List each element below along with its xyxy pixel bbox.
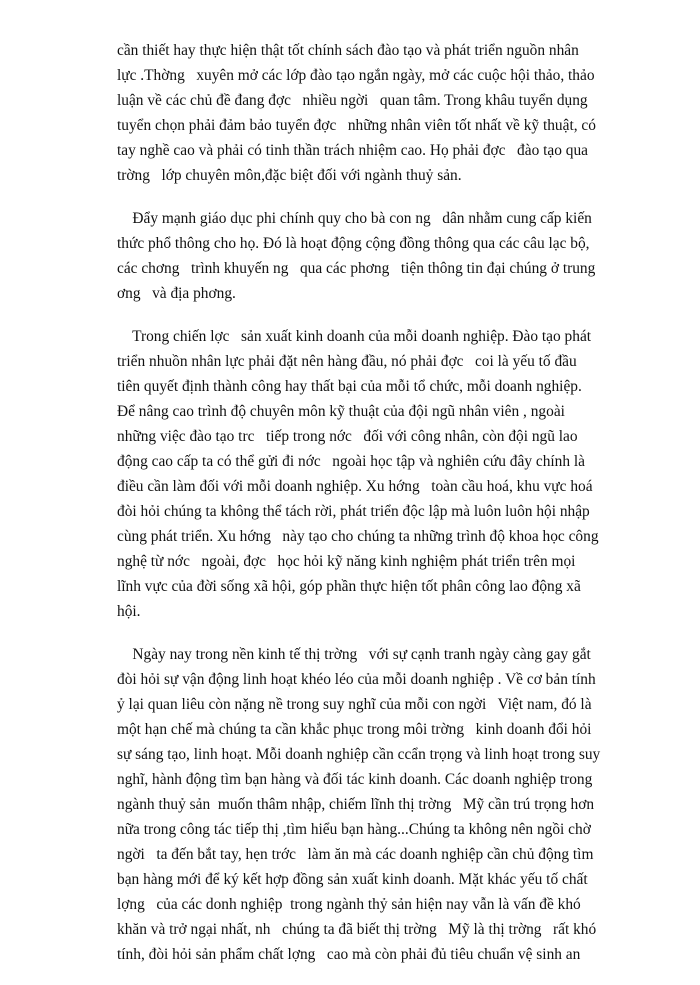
text-line: luận về các chủ đề đang đợc nhiều ngời quan tâm. Trong khâu tuyển dụng <box>117 92 588 109</box>
text-line: Trong chiến lợc sản xuất kinh doanh của mỗi doanh nghiệp. Đào tạo phát <box>117 328 592 345</box>
text-line: tay nghề cao và phải có tinh thần trách nhiệm cao. Họ phải đợc đào tạo qua <box>117 142 588 159</box>
text-line: ỷ lại quan liêu còn nặng nề trong suy nghĩ của mỗi con ngời Việt nam, đó là <box>117 696 592 713</box>
text-line: cần thiết hay thực hiện thật tốt chính sách đào tạo và phát triển nguồn nhân <box>117 42 579 59</box>
text-line: tiên quyết định thành công hay thất bại của mỗi tổ chức, mỗi doanh nghiệp. <box>117 378 582 395</box>
text-line: lĩnh vực của đời sống xã hội, góp phần thực hiện tốt phân công lao động xã <box>117 578 581 595</box>
text-line: nữa trong công tác tiếp thị ,tìm hiểu bạn hàng...Chúng ta không nên ngồi chờ <box>117 821 591 838</box>
text-line: sự sáng tạo, linh hoạt. Mỗi doanh nghiệp cần ccẩn trọng và linh hoạt trong suy <box>117 746 601 763</box>
text-line: một hạn chế mà chúng ta cần khắc phục trong môi trờng kinh doanh đổi hỏi <box>117 721 592 738</box>
paragraph <box>117 324 637 624</box>
document-page <box>117 38 637 985</box>
text-line: Để nâng cao trình độ chuyên môn kỹ thuật của đội ngũ nhân viên , ngoài <box>117 403 565 420</box>
text-line: những việc đào tạo trc tiếp trong nớc đối với công nhân, còn đội ngũ lao <box>117 428 578 445</box>
text-line: điều cần làm đối với mỗi doanh nghiệp. Xu hớng toàn cầu hoá, khu vực hoá <box>117 478 593 495</box>
text-line: đòi hỏi chúng ta không thể tách rời, phát triển độc lập mà luôn luôn hội nhập <box>117 503 590 520</box>
text-line: Đẩy mạnh giáo dục phi chính quy cho bà con ng dân nhằm cung cấp kiến <box>117 210 592 227</box>
text-line: cùng phát triển. Xu hớng này tạo cho chúng ta những trình độ khoa học công <box>117 528 599 545</box>
text-line: khăn và trở ngại nhất, nh chúng ta đã biết thị trờng Mỹ là thị trờng rất khó <box>117 921 597 938</box>
text-line: ơng và địa phơng. <box>117 285 236 302</box>
text-line: ngời ta đến bắt tay, hẹn trớc làm ăn mà các doanh nghiệp cần chủ động tìm <box>117 846 594 863</box>
text-line: nghĩ, hành động tìm bạn hàng và đối tác kinh doanh. Các doanh nghiệp trong <box>117 771 593 788</box>
text-line: triển nhuồn nhân lực phải đặt nên hàng đầu, nó phải đợc coi là yếu tố đầu <box>117 353 577 370</box>
text-line: lực .Thờng xuyên mở các lớp đào tạo ngắn ngày, mở các cuộc hội thảo, thảo <box>117 67 595 84</box>
text-line: trờng lớp chuyên môn,đặc biệt đối với ngành thuỷ sản. <box>117 167 462 184</box>
text-line: thức phổ thông cho họ. Đó là hoạt động cộng đồng thông qua các câu lạc bộ, <box>117 235 590 252</box>
text-line: Ngày nay trong nền kinh tế thị trờng với sự cạnh tranh ngày càng gay gắt <box>117 646 591 663</box>
paragraph <box>117 642 637 967</box>
text-line: động cao cấp ta có thể gửi đi nớc ngoài học tập và nghiên cứu đây chính là <box>117 453 586 470</box>
paragraph <box>117 38 637 188</box>
text-line: tính, đòi hỏi sản phẩm chất lợng cao mà còn phải đủ tiêu chuẩn vệ sinh an <box>117 946 581 963</box>
text-line: ngành thuỷ sản muốn thâm nhập, chiếm lĩnh thị trờng Mỹ cần trú trọng hơn <box>117 796 595 813</box>
text-line: các chơng trình khuyến ng qua các phơng tiện thông tin đại chúng ở trung <box>117 260 596 277</box>
text-line: bạn hàng mới để ký kết hợp đồng sản xuất kinh doanh. Mặt khác yếu tố chất <box>117 871 588 888</box>
text-line: đòi hỏi sự vận động linh hoạt khéo léo của mỗi doanh nghiệp . Về cơ bản tính <box>117 671 596 688</box>
text-line: nghệ từ nớc ngoài, đợc học hỏi kỹ năng kinh nghiệm phát triển trên mọi <box>117 553 576 570</box>
text-line: lợng của các donh nghiệp trong ngành thỷ sản hiện nay vẫn là vấn đề khó <box>117 896 581 913</box>
text-line: hội. <box>117 603 141 620</box>
text-line: tuyển chọn phải đảm bảo tuyển đợc những nhân viên tốt nhất về kỹ thuật, có <box>117 117 596 134</box>
paragraph <box>117 206 637 306</box>
